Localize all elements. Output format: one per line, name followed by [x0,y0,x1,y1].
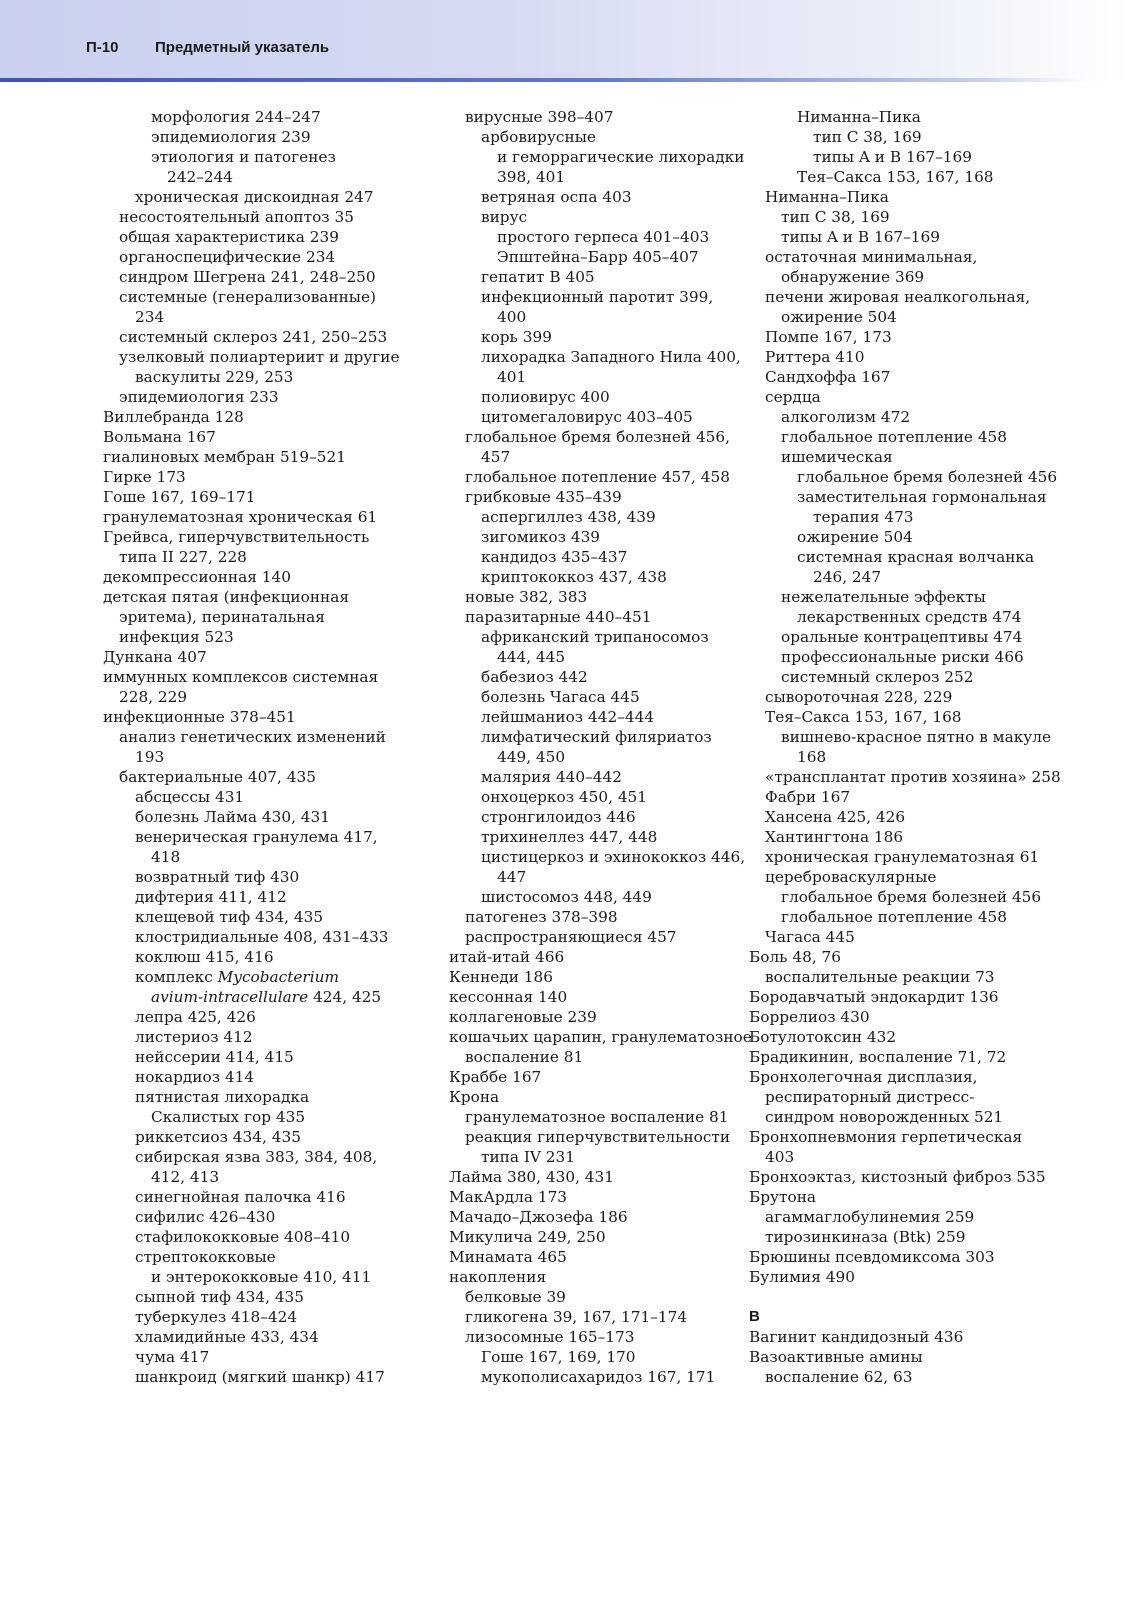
index-entry: морфология 244–247 [151,108,321,126]
index-entry: и энтерококковые 410, 411 [151,1268,372,1286]
index-entry: Ботулотоксин 432 [749,1028,897,1046]
index-entry: болезнь Чагаса 445 [481,688,640,706]
index-entry: накопления [449,1268,547,1286]
index-entry: Гирке 173 [103,468,186,486]
index-entry: коклюш 415, 416 [135,948,274,966]
index-entry: паразитарные 440–451 [465,608,652,626]
index-entry: системная красная волчанка [797,548,1035,566]
index-entry: сибирская язва 383, 384, 408, [135,1148,378,1166]
index-entry: тирозинкиназа (Btk) 259 [765,1228,966,1246]
index-entry: иммунных комплексов системная [103,668,379,686]
index-entry: Микулича 249, 250 [449,1228,606,1246]
index-entry: МакАрдла 173 [449,1188,568,1206]
index-entry: стафилококковые 408–410 [135,1228,351,1246]
index-entry: простого герпеса 401–403 [497,228,710,246]
index-entry: Боль 48, 76 [749,948,842,966]
index-entry: синдром Шегрена 241, 248–250 [119,268,376,286]
index-entry: 246, 247 [813,568,882,586]
index-entry: Булимия 490 [749,1268,855,1286]
index-entry: Брадикинин, воспаление 71, 72 [749,1048,1007,1066]
spacer [749,1287,1094,1307]
index-entry: хроническая дискоидная 247 [135,188,374,206]
index-entry: шистосомоз 448, 449 [481,888,652,906]
index-entry: тип C 38, 169 [781,208,890,226]
index-entry: эпидемиология 239 [151,128,311,146]
index-entry: терапия 473 [813,508,914,526]
entry-text: 424, 425 [313,988,382,1006]
index-entry: Чагаса 445 [765,928,855,946]
index-entry: возвратный тиф 430 [135,868,300,886]
index-entry: вирус [481,208,528,226]
index-entry: Лайма 380, 430, 431 [449,1168,615,1186]
index-entry: заместительная гормональная [797,488,1047,506]
index-entry: типа II 227, 228 [119,548,247,566]
index-column-1 [103,107,443,1387]
index-column-3 [749,107,1094,1387]
index-entry: трихинеллез 447, 448 [481,828,658,846]
index-entry: печени жировая неалкогольная, [765,288,1031,306]
index-entry: клещевой тиф 434, 435 [135,908,324,926]
index-entry: Фабри 167 [765,788,851,806]
index-entry: онхоцеркоз 450, 451 [481,788,648,806]
index-entry: гранулематозное воспаление 81 [465,1108,729,1126]
entry-italic: avium-intracellulare [151,988,309,1006]
index-entry: Грейвса, гиперчувствительность [103,528,370,546]
index-entry: 242–244 [167,168,234,186]
index-entry: инфекционные 378–451 [103,708,296,726]
section-letter: В [749,1308,760,1325]
index-entry: патогенез 378–398 [465,908,618,926]
index-entry: общая характеристика 239 [119,228,339,246]
index-entry: воспаление 62, 63 [765,1368,913,1386]
index-entry: респираторный дистресс- [765,1088,975,1106]
index-entry: риккетсиоз 434, 435 [135,1128,301,1146]
index-entry: 444, 445 [497,648,566,666]
entry-italic: Mycobacterium [217,968,339,986]
index-entry: Риттера 410 [765,348,865,366]
index-entry: цереброваскулярные [765,868,937,886]
index-entry: листериоз 412 [135,1028,253,1046]
index-entry: воспалительные реакции 73 [765,968,995,986]
index-entry: Ниманна–Пика [765,188,889,206]
index-entry: синдром новорожденных 521 [765,1108,1004,1126]
index-entry: арбовирусные [481,128,596,146]
index-entry: африканский трипаносомоз [481,628,709,646]
index-entry: 418 [151,848,181,866]
index-entry: лекарственных средств 474 [797,608,1022,626]
index-entry: профессиональные риски 466 [781,648,1024,666]
index-entry: эритема), перинатальная [119,608,325,626]
index-entry: Хансена 425, 426 [765,808,906,826]
index-entry: Краббе 167 [449,1068,542,1086]
index-entry: реакция гиперчувствительности [465,1128,731,1146]
index-entry: алкоголизм 472 [781,408,911,426]
index-entry: нежелательные эффекты [781,588,986,606]
index-entry: коллагеновые 239 [449,1008,597,1026]
index-entry: Мачадо–Джозефа 186 [449,1208,628,1226]
index-entry: лизосомные 165–173 [465,1328,635,1346]
index-entry: системные (генерализованные) [119,288,377,306]
index-entry: декомпрессионная 140 [103,568,291,586]
index-entry: бабезиоз 442 [481,668,588,686]
index-entry: Помпе 167, 173 [765,328,892,346]
index-entry: лимфатический филяриатоз [481,728,712,746]
index-entry: вишнево-красное пятно в макуле [781,728,1052,746]
index-entry: Тея–Сакса 153, 167, 168 [797,168,994,186]
index-entry: воспаление 81 [465,1048,584,1066]
index-entry: глобальное потепление 458 [781,428,1008,446]
index-entry: гранулематозная хроническая 61 [103,508,378,526]
index-entry: Эпштейна–Барр 405–407 [497,248,699,266]
index-entry: глобальное потепление 457, 458 [465,468,730,486]
index-entry: типы A и B 167–169 [781,228,941,246]
index-entry: стрептококковые [135,1248,276,1266]
index-entry: обнаружение 369 [781,268,925,286]
index-entry: сыпной тиф 434, 435 [135,1288,305,1306]
index-entry: бактериальные 407, 435 [119,768,316,786]
index-entry: детская пятая (инфекционная [103,588,349,606]
index-entry: 234 [135,308,165,326]
index-entry: распространяющиеся 457 [465,928,677,946]
index-entry: дифтерия 411, 412 [135,888,287,906]
index-entry: 412, 413 [151,1168,220,1186]
index-entry: Гоше 167, 169–171 [103,488,256,506]
index-entry: Брюшины псевдомиксома 303 [749,1248,995,1266]
index-entry: хроническая гранулематозная 61 [765,848,1040,866]
index-entry: глобальное бремя болезней 456 [797,468,1058,486]
page-number: П-10 [86,39,119,56]
index-entry: тип C 38, 169 [813,128,922,146]
index-entry: агаммаглобулинемия 259 [765,1208,975,1226]
index-entry [135,967,443,987]
index-entry: остаточная минимальная, [765,248,978,266]
index-entry: шанкроид (мягкий шанкр) 417 [135,1368,385,1386]
index-entry: грибковые 435–439 [465,488,622,506]
index-entry: Ниманна–Пика [797,108,921,126]
index-entry: Брутона [749,1188,817,1206]
index-entry: зигомикоз 439 [481,528,601,546]
index-entry: ишемическая [781,448,893,466]
index-entry: туберкулез 418–424 [135,1308,298,1326]
index-entry: несостоятельный апоптоз 35 [119,208,354,226]
index-entry: лепра 425, 426 [135,1008,256,1026]
index-entry: цитомегаловирус 403–405 [481,408,693,426]
index-entry: криптококкоз 437, 438 [481,568,667,586]
index-entry: лихорадка Западного Нила 400, [481,348,741,366]
index-entry: 400 [497,308,527,326]
index-entry: системный склероз 252 [781,668,974,686]
index-entry: кандидоз 435–437 [481,548,628,566]
index-entry: «трансплантат против хозяина» 258 [765,768,1061,786]
index-entry: узелковый полиартериит и другие [119,348,400,366]
index-entry: пятнистая лихорадка [135,1088,310,1106]
index-entry: гликогена 39, 167, 171–174 [465,1308,688,1326]
index-entry: типа IV 231 [481,1148,575,1166]
index-entry: Бронхопневмония герпетическая [749,1128,1023,1146]
index-entry: Вазоактивные амины [749,1348,923,1366]
index-entry: мукополисахаридоз 167, 171 [481,1368,716,1386]
index-entry: ожирение 504 [781,308,897,326]
index-entry: глобальное потепление 458 [781,908,1008,926]
index-entry: Хантингтона 186 [765,828,904,846]
index-entry: 168 [797,748,827,766]
header-rule [0,78,1090,82]
index-entry: глобальное бремя болезней 456, [465,428,730,446]
index-entry: стронгилоидоз 446 [481,808,636,826]
index-entry: 398, 401 [497,168,566,186]
index-entry: оральные контрацептивы 474 [781,628,1023,646]
index-entry: Виллебранда 128 [103,408,244,426]
index-entry: 447 [497,868,527,886]
index-entry: сифилис 426–430 [135,1208,276,1226]
index-column-2 [449,107,789,1387]
index-entry: корь 399 [481,328,552,346]
index-entry: васкулиты 229, 253 [135,368,294,386]
index-entry: нокардиоз 414 [135,1068,255,1086]
index-entry: Дункана 407 [103,648,207,666]
index-entry: 193 [135,748,165,766]
index-entry: абсцессы 431 [135,788,245,806]
index-entry: гепатит B 405 [481,268,595,286]
index-entry: итай-итай 466 [449,948,565,966]
index-entry: сердца [765,388,821,406]
index-entry: ветряная оспа 403 [481,188,632,206]
index-entry: Бородавчатый эндокардит 136 [749,988,999,1006]
page-title: Предметный указатель [155,39,330,56]
index-entry: ожирение 504 [797,528,913,546]
index-entry: Гоше 167, 169, 170 [481,1348,636,1366]
index-entry: чума 417 [135,1348,210,1366]
index-entry: инфекционный паротит 399, [481,288,714,306]
index-entry: Вагинит кандидозный 436 [749,1328,964,1346]
index-entry: 403 [765,1148,795,1166]
index-entry: полиовирус 400 [481,388,610,406]
index-entry: системный склероз 241, 250–253 [119,328,388,346]
index-entry: типы A и B 167–169 [813,148,973,166]
index-entry: Бронхоэктаз, кистозный фиброз 535 [749,1168,1046,1186]
index-entry: этиология и патогенез [151,148,336,166]
index-entry: сывороточная 228, 229 [765,688,953,706]
index-entry: вирусные 398–407 [465,108,614,126]
index-entry: Кеннеди 186 [449,968,554,986]
index-entry: Крона [449,1088,500,1106]
index-entry: белковые 39 [465,1288,566,1306]
index-entry: 401 [497,368,527,386]
index-entry: цистицеркоз и эхинококкоз 446, [481,848,746,866]
index-entry: и геморрагические лихорадки [497,148,745,166]
index-entry: малярия 440–442 [481,768,622,786]
index-entry: лейшманиоз 442–444 [481,708,655,726]
index-entry: Боррелиоз 430 [749,1008,870,1026]
index-entry: эпидемиология 233 [119,388,279,406]
index-entry: нейссерии 414, 415 [135,1048,294,1066]
index-entry: болезнь Лайма 430, 431 [135,808,330,826]
index-entry: Минамата 465 [449,1248,567,1266]
index-entry: Скалистых гор 435 [151,1108,306,1126]
index-entry: анализ генетических изменений [119,728,386,746]
index-entry: кошачьих царапин, гранулематозное [449,1028,752,1046]
index-entry: аспергиллез 438, 439 [481,508,656,526]
index-entry: Тея–Сакса 153, 167, 168 [765,708,962,726]
index-entry: органоспецифические 234 [119,248,336,266]
index-entry: новые 382, 383 [465,588,588,606]
index-entry: Бронхолегочная дисплазия, [749,1068,978,1086]
index-entry: Сандхоффа 167 [765,368,891,386]
index-entry: синегнойная палочка 416 [135,1188,346,1206]
index-entry: 228, 229 [119,688,188,706]
index-entry: хламидийные 433, 434 [135,1328,319,1346]
index-entry: 449, 450 [497,748,566,766]
entry-text: комплекс [135,968,213,986]
index-entry: глобальное бремя болезней 456 [781,888,1042,906]
index-entry: Вольмана 167 [103,428,216,446]
index-entry: клостридиальные 408, 431–433 [135,928,389,946]
index-entry: 457 [481,448,511,466]
index-entry [151,987,443,1007]
index-entry: инфекция 523 [119,628,234,646]
index-entry: гиалиновых мембран 519–521 [103,448,346,466]
index-entry: кессонная 140 [449,988,568,1006]
index-entry: венерическая гранулема 417, [135,828,378,846]
